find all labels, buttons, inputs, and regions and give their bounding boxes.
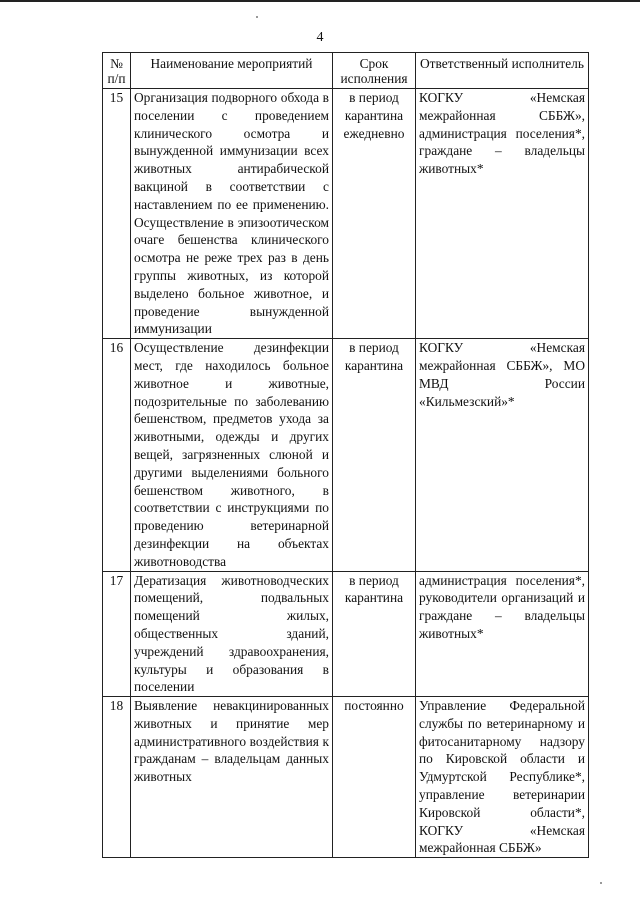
measure-responsible: КОГКУ «Немская межрайонная СББЖ», МО МВД России «Кильмезский»*	[416, 339, 589, 571]
row-number: 16	[103, 339, 131, 571]
measure-term: в период карантина	[333, 571, 416, 697]
measure-term: постоянно	[333, 697, 416, 858]
measure-responsible: Управление Федеральной службы по ветеринарному и фитосанитарному надзору по Кировской области и Удмуртской Республике*, управление ветеринарии Кировской области*, КОГКУ «Немская межрайонная СББЖ»	[416, 697, 589, 858]
scan-speck	[600, 882, 602, 884]
page-number: 4	[316, 30, 324, 45]
table-row	[103, 89, 589, 339]
measure-responsible: КОГКУ «Немская межрайонная СББЖ», администрация поселения*, граждане – владельцы животных*	[416, 89, 589, 339]
measure-responsible: администрация поселения*, руководители организаций и граждане – владельцы животных*	[416, 571, 589, 697]
table-row	[103, 571, 589, 697]
header-term: Срок исполнения	[333, 53, 416, 89]
measure-name: Дератизация животноводческих помещений, подвальных помещений жилых, общественных зданий, учреждений здравоохранения, культуры и образования в поселении	[131, 571, 333, 697]
scan-speck	[256, 16, 258, 18]
header-num: № п/п	[103, 53, 131, 89]
header-row	[103, 53, 589, 89]
measures-table	[102, 52, 589, 858]
top-rule	[0, 0, 640, 2]
row-number: 15	[103, 89, 131, 339]
table-row	[103, 697, 589, 858]
measure-term: в период карантина ежедневно	[333, 89, 416, 339]
measure-name: Выявление невакцинированных животных и принятие мер административного воздействия к гражданам – владельцам данных животных	[131, 697, 333, 858]
header-responsible: Ответственный исполнитель	[416, 53, 589, 89]
row-number: 18	[103, 697, 131, 858]
table-row	[103, 339, 589, 571]
row-number: 17	[103, 571, 131, 697]
measure-term: в период карантина	[333, 339, 416, 571]
header-name: Наименование мероприятий	[131, 53, 333, 89]
measure-name: Организация подворного обхода в поселении с проведением клинического осмотра и вынужденной иммунизации всех животных антирабической вакциной в соответствии с наставлением по ее применению. Осуществление в эпизоотическом очаге бешенства клинического осмотра не реже трех раз в день группы животных, из которой выделено больное животное, и проведение вынужденной иммунизации	[131, 89, 333, 339]
measure-name: Осуществление дезинфекции мест, где находилось больное животное и животные, подозрительные по заболеванию бешенством, предметов ухода за животными, одежды и других вещей, загрязненных слюной и другими выделениями больного бешенством животного, в соответствии с инструкциями по проведению ветеринарной дезинфекции на объектах животноводства	[131, 339, 333, 571]
